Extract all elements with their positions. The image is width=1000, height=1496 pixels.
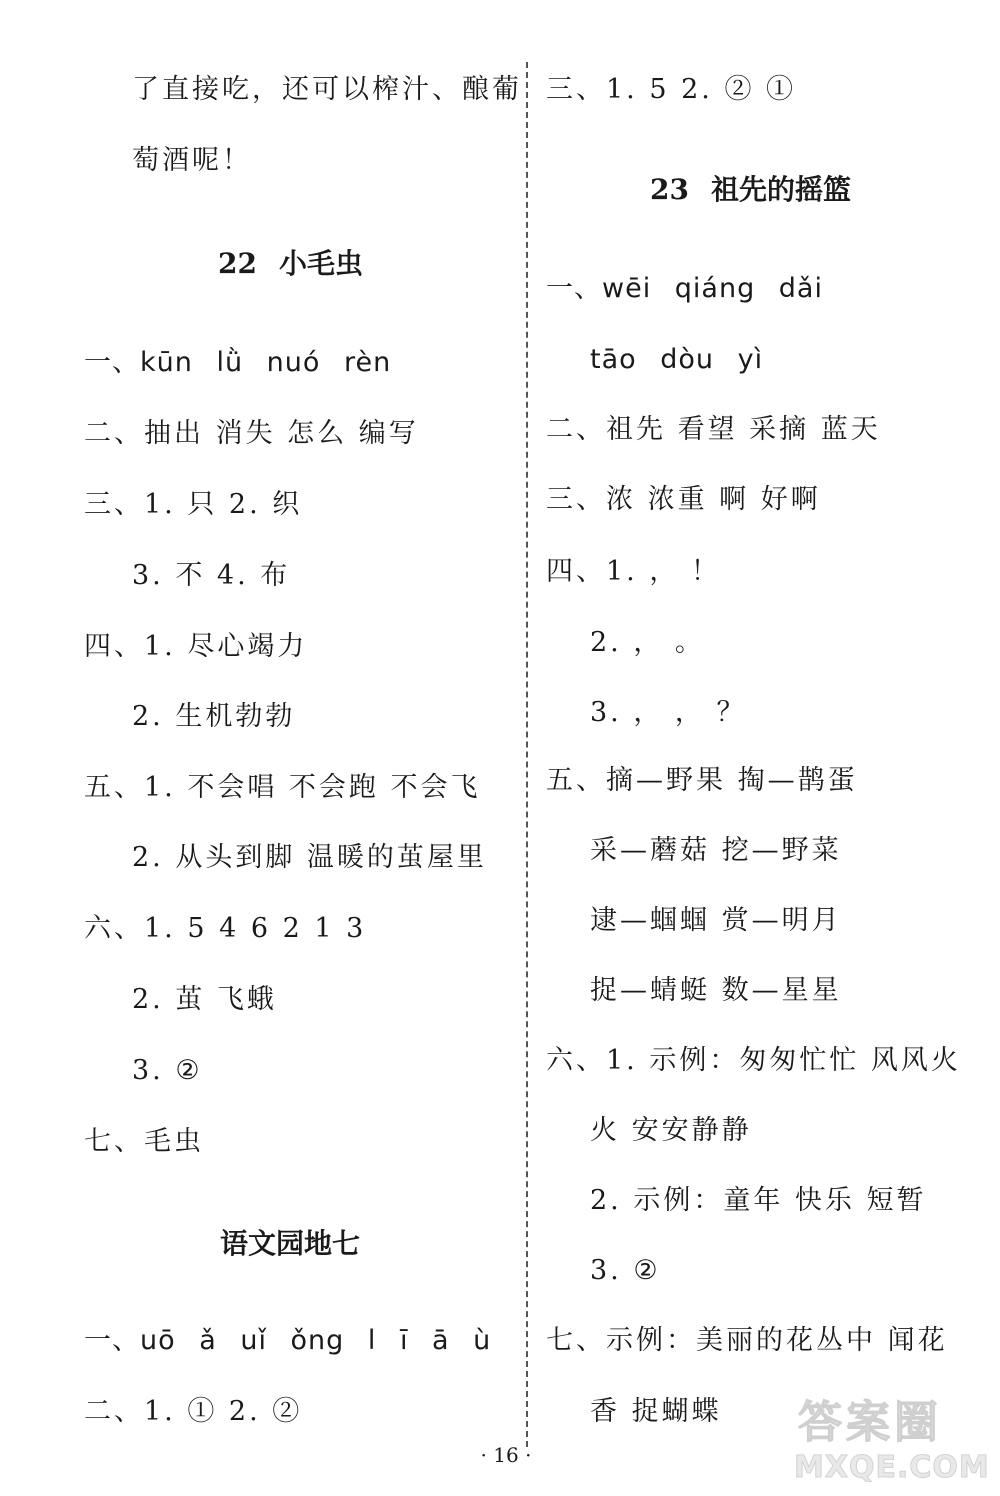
section-title: 小毛虫 <box>278 247 363 280</box>
answer-line: 七、示例：美丽的花丛中 闻花 <box>546 1325 948 1356</box>
answer-line: 2. 示例：童年 快乐 短暂 <box>590 1185 927 1216</box>
answer-line: 四、1. 尽心竭力 <box>84 631 308 662</box>
answer-line: 3. ② <box>132 1055 203 1086</box>
answer-line: 3. ， ， ？ <box>590 697 747 728</box>
section-heading-23 <box>650 172 851 208</box>
page-number: · 16 · <box>480 1443 532 1467</box>
answer-line: 一、uō ǎ uǐ ǒng l ī ā ù <box>84 1325 492 1356</box>
answer-line: 2. 从头到脚 温暖的茧屋里 <box>132 842 487 873</box>
answer-line: 采—蘑菇 挖—野菜 <box>590 835 842 866</box>
answer-line: 七、毛虫 <box>84 1126 204 1157</box>
answer-line: 火 安安静静 <box>590 1115 752 1146</box>
answer-line: 香 捉蝴蝶 <box>590 1396 722 1427</box>
answer-line: 捉—蜻蜓 数—星星 <box>590 975 842 1006</box>
answer-line: 一、wēi qiáng dǎi <box>546 273 823 304</box>
answer-line: 二、1. ① 2. ② <box>84 1396 303 1427</box>
watermark-top-text: 答案圈 <box>798 1397 942 1448</box>
section-number: 23 <box>650 173 689 206</box>
answer-line: 3. ② <box>590 1255 661 1286</box>
answer-line: 逮—蝈蝈 赏—明月 <box>590 905 842 936</box>
answer-line: 二、祖先 看望 采摘 蓝天 <box>546 414 881 445</box>
section-number: 22 <box>218 247 257 280</box>
section-heading-22 <box>218 246 363 282</box>
answer-line: 六、1. 示例：匆匆忙忙 风风火 <box>546 1045 961 1076</box>
answer-line: 2. 生机勃勃 <box>132 701 296 732</box>
answer-line: 四、1. ， ！ <box>546 556 721 587</box>
answer-line: 五、摘—野果 掏—鹊蛋 <box>546 765 858 796</box>
answer-line: 3. 不 4. 布 <box>132 560 291 591</box>
column-divider <box>526 62 528 1447</box>
answer-line: 三、1. 5 2. ② ① <box>546 74 797 105</box>
answer-line: 五、1. 不会唱 不会跑 不会飞 <box>84 772 481 803</box>
answer-line: 三、浓 浓重 啊 好啊 <box>546 484 821 515</box>
watermark-logo <box>792 1386 988 1490</box>
section-title: 祖先的摇篮 <box>710 173 851 206</box>
answer-line: 六、1. 5 4 6 2 1 3 <box>84 913 367 944</box>
watermark-bottom-text: MXQE.COM <box>794 1450 990 1485</box>
answer-line: 一、kūn lǜ nuó rèn <box>84 347 392 378</box>
answer-line: tāo dòu yì <box>590 344 764 375</box>
text-line: 了直接吃，还可以榨汁、酿葡 <box>132 74 522 105</box>
section-heading-garden: 语文园地七 <box>220 1227 361 1260</box>
answer-line: 二、抽出 消失 怎么 编写 <box>84 418 419 449</box>
answer-line: 2. ， 。 <box>590 627 705 658</box>
text-line: 萄酒呢！ <box>132 145 252 176</box>
answer-line: 三、1. 只 2. 织 <box>84 489 303 520</box>
answer-line: 2. 茧 飞蛾 <box>132 984 277 1015</box>
